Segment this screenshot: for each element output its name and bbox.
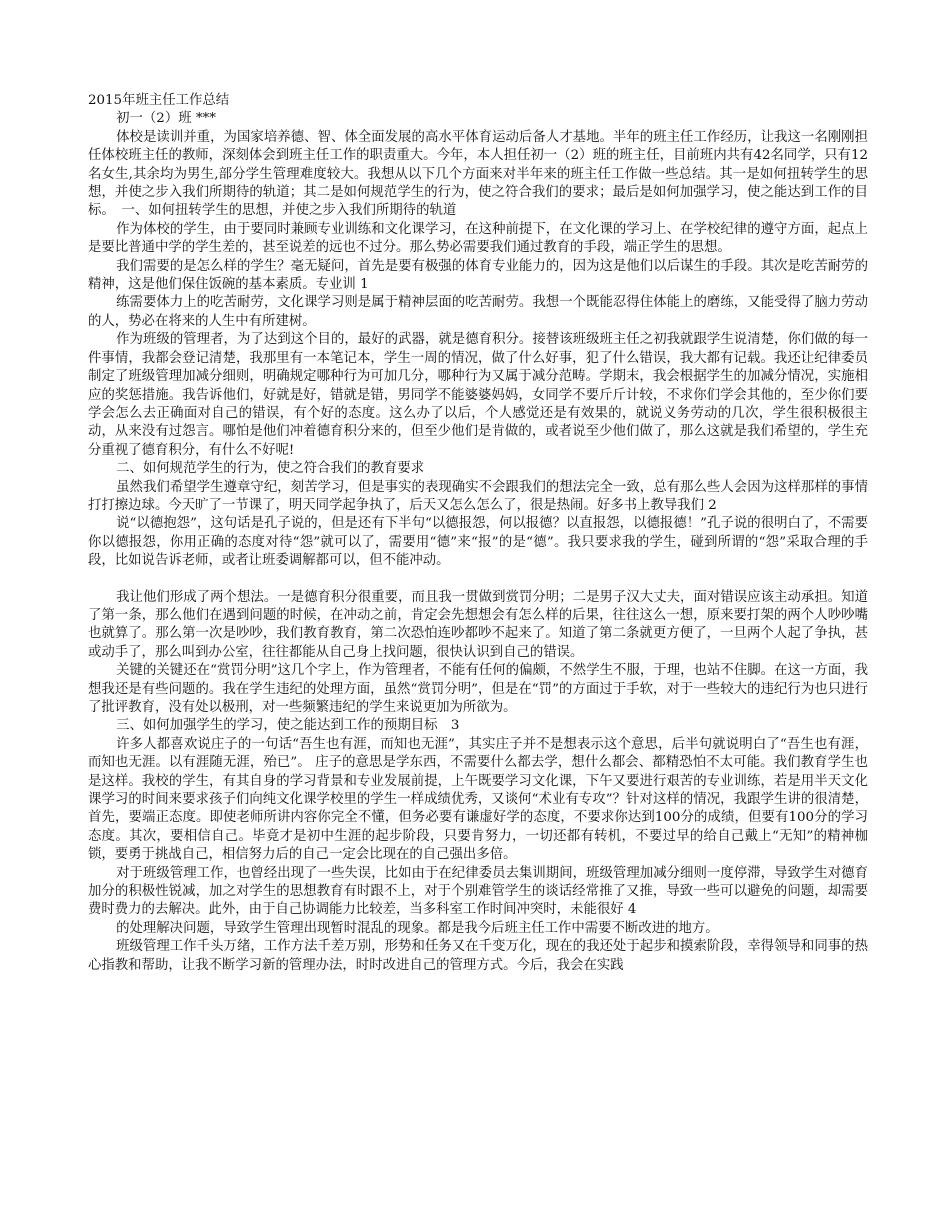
body-paragraph: 作为体校的学生，由于要同时兼顾专业训练和文化课学习，在这种前提下，在文化课的学习上、在学校纪律的遵守方面，起点上是要比普通中学的学生差的，甚至说差的远也不过分。那么势必需要我们通过教育的手段，端正学生的思想。 [88, 221, 868, 256]
class-author-line: 初一（2）班 *** [116, 111, 216, 127]
body-paragraph: 对于班级管理工作，也曾经出现了一些失误，比如由于在纪律委员去集训期间，班级管理加减分细则一度停滞，导致学生对德育加分的积极性锐减，加之对学生的思想教育有时跟不上，对于个别难管学生的谈话经常推了又推，导致一些可以避免的问题，却需要费时费力的去解决。此外，由于自己协调能力比较差，当多科室工作时间冲突时，未能很好 4 [88, 865, 868, 918]
body-paragraph: 虽然我们希望学生遵章守纪，刻苦学习，但是事实的表现确实不会跟我们的想法完全一致，总有那么些人会因为这样那样的事情打打擦边球。今天旷了一节课了，明天同学起争执了，后天又怎么怎么了，很是热闹。好多书上教导我们 2 [88, 479, 868, 513]
body-paragraph: 班级管理工作千头万绪，工作方法千差万别，形势和任务又在千变万化，现在的我还处于起步和摸索阶段，幸得领导和同事的热心指教和帮助，让我不断学习新的管理办法，时时改进自己的管理方式。今后，我会在实践 [88, 939, 868, 973]
body-paragraph: 的处理解决问题，导致学生管理出现暂时混乱的现象。都是我今后班主任工作中需要不断改进的地方。 [116, 920, 719, 936]
body-paragraph: 关键的关键还在“赏罚分明”这几个字上，作为管理者，不能有任何的偏颇，不然学生不服，于理，也站不住脚。在这一方面，我想我还是有些问题的。我在学生违纪的处理方面，虽然“赏罚分明”，但是在“罚”的方面过于手软，对于一些较大的违纪行为也只进行了批评教育，没有处以极刑，对一些频繁违纪的学生来说更加为所欲为。 [88, 663, 868, 715]
body-paragraph: 我们需要的是怎么样的学生？毫无疑问，首先是要有极强的体育专业能力的，因为这是他们以后谋生的手段。其次是吃苦耐劳的精神，这是他们保住饭碗的基本素质。专业训 1 [88, 258, 868, 293]
body-paragraph: 体校是读训并重，为国家培养德、智、体全面发展的高水平体育运动后备人才基地。半年的班主任工作经历，让我这一名刚刚担任体校班主任的教师，深刻体会到班主任工作的职责重大。今年，本人担任初一（2）班的班主任，目前班内共有42名同学，只有12名女生,其余均为男生,部分学生管理难度较大。我想从以下几个方面来对半年来的班主任工作做一些总结。其一是如何扭转学生的思想，并使之步入我们所期待的轨道；其二是如何规范学生的行为，使之符合我们的要求；最后是如何加强学习，使之能达到工作的目标。 一、如何扭转学生的思想，并使之步入我们所期待的轨道 [88, 129, 868, 219]
document-title: 2015年班主任工作总结 [88, 93, 230, 108]
body-paragraph: 作为班级的管理者，为了达到这个目的，最好的武器，就是德育积分。接替该班级班主任之初我就跟学生说清楚，你们做的每一件事情，我都会登记清楚，我那里有一本笔记本，学生一周的情况，做了什么好事，犯了什么错误，我大都有记载。我还让纪律委员制定了班级管理加减分细则，明确规定哪种行为可加几分，哪种行为又属于减分范畴。学期末，我会根据学生的加减分情况，实施相应的奖惩措施。我告诉他们，好就是好，错就是错，男同学不能婆婆妈妈，女同学不要斤斤计较，不求你们学会其他的，至少你们要学会怎么去正确面对自己的错误，有个好的态度。这么办了以后，个人感觉还是有效果的，就说义务劳动的几次，学生很积极很主动，从来没有过怨言。哪怕是他们冲着德育积分来的，但至少他们是肯做的，或者说至少他们做了，那么这就是我们希望的，学生充分重视了德育积分，有什么不好呢! [88, 332, 868, 458]
body-paragraph: 说“以德抱怨”，这句话是孔子说的，但是还有下半句“以德报怨，何以报德？以直报怨，以德报德！”孔子说的很明白了，不需要你以德报怨，你用正确的态度对待“怨”就可以了，需要用“德”来“报”的是“德”。我只要求我的学生，碰到所谓的“怨”采取合理的手段，比如说告诉老师，或者让班委调解都可以，但不能冲动。 [88, 516, 868, 569]
body-paragraph: 练需要体力上的吃苦耐劳，文化课学习则是属于精神层面的吃苦耐劳。我想一个既能忍得住体能上的磨练，又能受得了脑力劳动的人，势必在将来的人生中有所建树。 [88, 295, 868, 329]
section-heading: 二、如何规范学生的行为，使之符合我们的教育要求 [116, 461, 425, 477]
section-heading: 三、如何加强学生的学习，使之能达到工作的预期目标 3 [116, 718, 460, 734]
body-paragraph: 许多人都喜欢说庄子的一句话“吾生也有涯，而知也无涯”，其实庄子并不是想表示这个意思，后半句就说明白了“吾生也有涯，而知也无涯。以有涯随无涯，殆已”。 庄子的意思是学东西，不需要什么都去学，想什么都会、都精恐怕不太可能。我们教育学生也是这样。我校的学生，有其自身的学习背景和专业发展前提，上午既要学习文化课，下午又要进行艰苦的专业训练，若是用半天文化课学习的时间来要求孩子们向纯文化课学校里的学生一样成绩优秀，又谈何“术业有专攻”？针对这样的情况，我跟学生讲的很清楚，首先，要端正态度。即使老师所讲内容你完全不懂，但务必要有谦虚好学的态度，不要求你达到100分的成绩，但要有100分的学习态度。其次，要相信自己。毕竟才是初中生涯的起步阶段，只要肯努力，一切还都有转机，不要过早的给自己戴上“无知”的精神枷锁，要勇于挑战自己，相信努力后的自己一定会比现在的自己强出多倍。 [88, 736, 868, 863]
body-paragraph: 我让他们形成了两个想法。一是德育积分很重要，而且我一贯做到赏罚分明；二是男子汉大丈夫，面对错误应该主动承担。知道了第一条，那么他们在遇到问题的时候，在冲动之前，肯定会先想想会有怎么样的后果，往往这么一想，原来要打架的两个人吵吵嘴也就算了。那么第一次是吵吵，我们教育教育，第二次恐怕连吵都吵不起来了。知道了第二条就更方便了，一旦两个人起了争执，甚或动手了，那么叫到办公室，往往都能从自己身上找问题，很快认识到自己的错误。 [88, 589, 868, 660]
